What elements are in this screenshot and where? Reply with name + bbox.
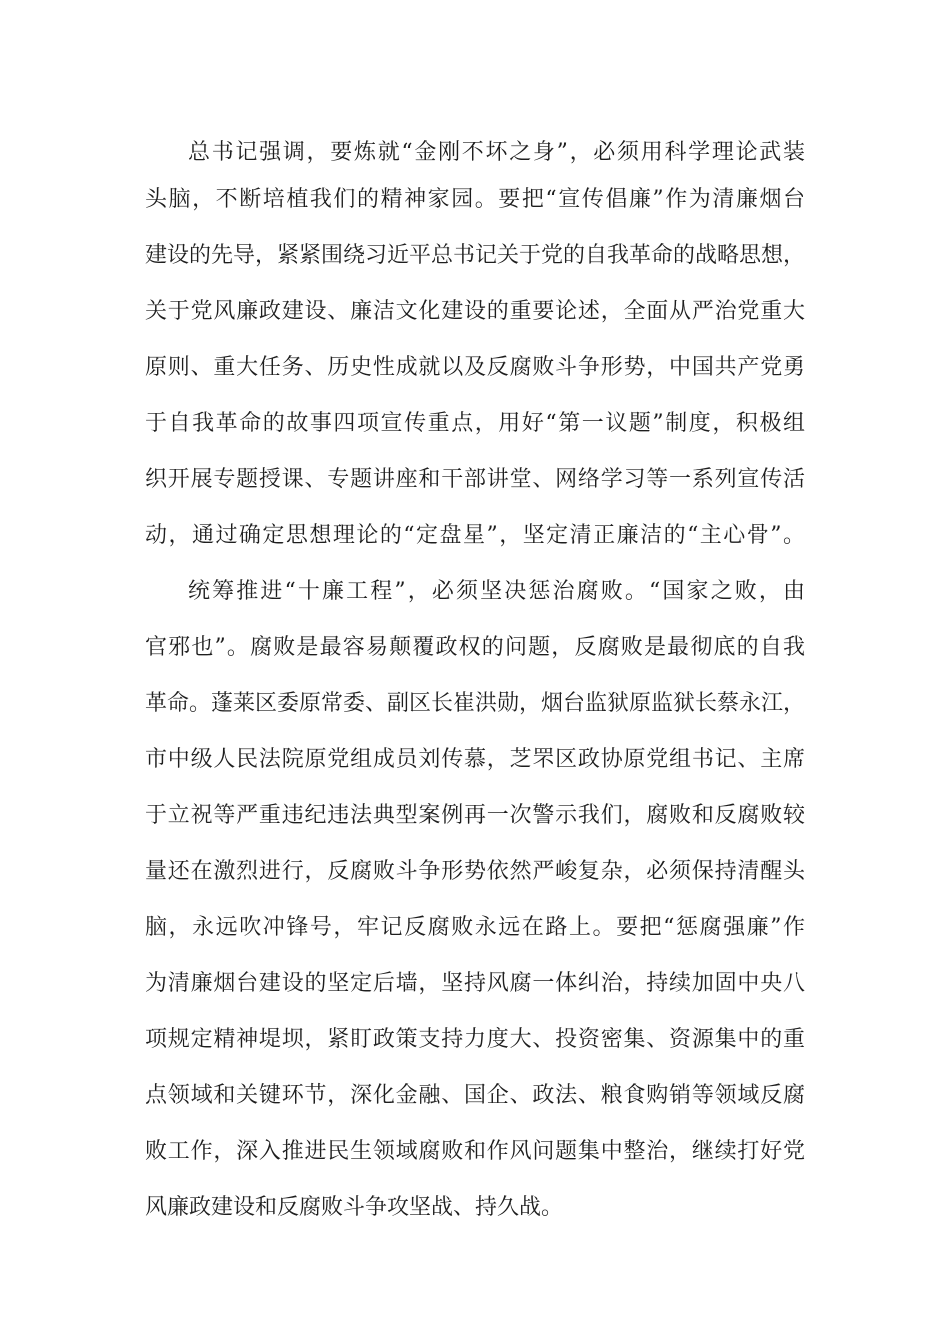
paragraph-line: 于自我革命的故事四项宣传重点，用好“第一议题”制度，积极组 [145,411,805,436]
paragraph-line: 项规定精神堤坝，紧盯政策支持力度大、投资密集、资源集中的重 [145,1027,805,1052]
paragraph-line: 败工作，深入推进民生领域腐败和作风问题集中整治，继续打好党 [145,1139,805,1164]
paragraph-line: 官邪也”。腐败是最容易颠覆政权的问题，反腐败是最彻底的自我 [145,635,805,660]
paragraph-line: 头脑，不断培植我们的精神家园。要把“宣传倡廉”作为清廉烟台 [145,187,805,212]
paragraph-line: 点领域和关键环节，深化金融、国企、政法、粮食购销等领域反腐 [145,1083,805,1108]
paragraph-line: 市中级人民法院原党组成员刘传慕，芝罘区政协原党组书记、主席 [145,747,805,772]
paragraph-line: 织开展专题授课、专题讲座和干部讲堂、网络学习等一系列宣传活 [145,467,805,492]
paragraph-line: 革命。蓬莱区委原常委、副区长崔洪勋，烟台监狱原监狱长蔡永江， [145,691,805,716]
paragraph-line: 风廉政建设和反腐败斗争攻坚战、持久战。 [145,1195,564,1220]
paragraph-line: 于立祝等严重违纪违法典型案例再一次警示我们，腐败和反腐败较 [145,803,805,828]
paragraph-line: 为清廉烟台建设的坚定后墙，坚持风腐一体纠治，持续加固中央八 [145,971,805,996]
paragraph-line: 量还在激烈进行，反腐败斗争形势依然严峻复杂，必须保持清醒头 [145,859,805,884]
paragraph-line: 统筹推进“十廉工程”，必须坚决惩治腐败。“国家之败，由 [188,579,805,604]
paragraph-line: 原则、重大任务、历史性成就以及反腐败斗争形势，中国共产党勇 [145,355,805,380]
paragraph-line: 建设的先导，紧紧围绕习近平总书记关于党的自我革命的战略思想， [145,243,805,268]
paragraph-line: 动，通过确定思想理论的“定盘星”，坚定清正廉洁的“主心骨”。 [145,523,805,548]
paragraph-line: 总书记强调，要炼就“金刚不坏之身”，必须用科学理论武装 [188,140,805,165]
paragraph-line: 关于党风廉政建设、廉洁文化建设的重要论述，全面从严治党重大 [145,299,805,324]
paragraph-line: 脑，永远吹冲锋号，牢记反腐败永远在路上。要把“惩腐强廉”作 [145,915,805,940]
